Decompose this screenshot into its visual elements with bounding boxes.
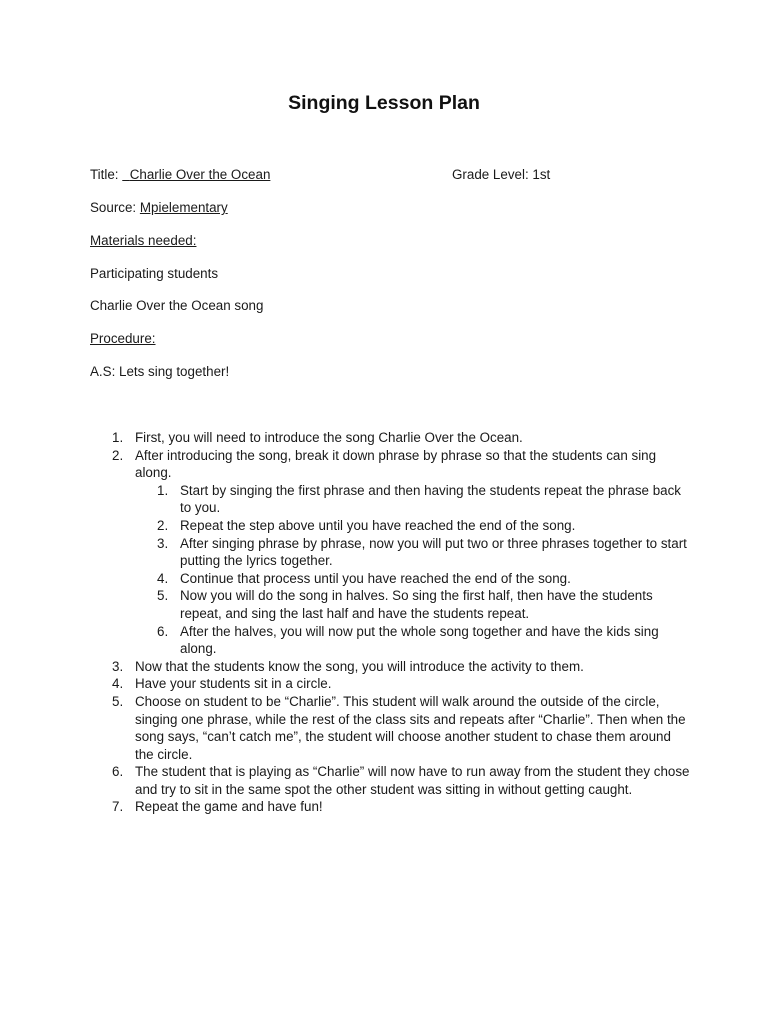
sub-step-text: Now you will do the song in halves. So sing the first half, then have the students repeat, and sing the last half and have the students repeat. xyxy=(180,588,653,621)
procedure-step xyxy=(90,447,690,658)
step-text: Choose on student to be “Charlie”. This student will walk around the outside of the circle, singing one phrase, while the rest of the class sits and repeats after “Charlie”. Then when the song says, “can’t catch me”, the student will choose another student to chase them around the circle. xyxy=(135,693,686,762)
anticipatory-set: A.S: Lets sing together! xyxy=(90,364,230,379)
page-title: Singing Lesson Plan xyxy=(288,92,480,114)
procedure-step xyxy=(90,798,690,816)
sub-step-number: 4. xyxy=(157,570,169,586)
sub-step-number: 1. xyxy=(157,482,169,498)
grade-label: Grade Level: xyxy=(452,167,529,182)
sub-step-number: 3. xyxy=(157,535,169,551)
sub-step-number: 6. xyxy=(157,623,169,639)
grade-level-line xyxy=(452,166,550,184)
step-text: First, you will need to introduce the song Charlie Over the Ocean. xyxy=(135,430,523,445)
sub-step xyxy=(135,482,690,517)
grade-value: 1st xyxy=(532,167,551,182)
procedure-step xyxy=(90,658,690,676)
sub-step-text: After singing phrase by phrase, now you will put two or three phrases together to start putting the lyrics together. xyxy=(180,535,687,569)
procedure-heading: Procedure: xyxy=(90,331,156,346)
sub-step-text: After the halves, you will now put the whole song together and have the kids sing along. xyxy=(180,623,659,657)
procedure-step xyxy=(90,763,690,798)
sub-step xyxy=(135,623,690,658)
procedure-step xyxy=(90,675,690,693)
step-text: The student that is playing as “Charlie” will now have to run away from the student they chose and try to sit in the same spot the other student was sitting in without getting caught. xyxy=(135,764,690,797)
step-number: 4. xyxy=(112,676,124,692)
sub-step-number: 5. xyxy=(157,588,169,604)
step-number: 3. xyxy=(112,658,124,674)
material-item: Charlie Over the Ocean song xyxy=(90,298,264,313)
step-text: Repeat the game and have fun! xyxy=(135,799,323,815)
step-text: Have your students sit in a circle. xyxy=(135,676,332,692)
sub-step-number: 2. xyxy=(157,517,169,533)
procedure-step xyxy=(90,429,690,447)
sub-step xyxy=(135,517,690,535)
sub-step xyxy=(135,587,690,622)
sub-step-text: Start by singing the first phrase and then having the students repeat the phrase back to you. xyxy=(180,482,681,516)
sub-step xyxy=(135,535,690,570)
procedure-steps-list xyxy=(90,429,690,816)
sub-step xyxy=(135,570,690,588)
title-line xyxy=(90,166,270,184)
step-number: 1. xyxy=(112,430,124,445)
step-number: 2. xyxy=(112,447,124,463)
lesson-title-value: Charlie Over the Ocean xyxy=(129,167,271,182)
sub-steps-list xyxy=(135,482,690,658)
step-text: Now that the students know the song, you will introduce the activity to them. xyxy=(135,658,584,674)
procedure-step xyxy=(90,693,690,763)
sub-step-text: Repeat the step above until you have reached the end of the song. xyxy=(180,517,576,533)
step-number: 6. xyxy=(112,764,124,780)
source-value: Mpielementary xyxy=(139,200,228,215)
source-line xyxy=(90,199,228,217)
step-text: After introducing the song, break it down phrase by phrase so that the students can sing along. xyxy=(135,447,657,481)
step-number: 5. xyxy=(112,693,124,709)
title-label: Title: xyxy=(90,167,119,182)
source-label: Source: xyxy=(90,200,137,215)
materials-heading: Materials needed: xyxy=(90,233,197,248)
step-number: 7. xyxy=(112,799,124,815)
sub-step-text: Continue that process until you have reached the end of the song. xyxy=(180,570,571,586)
material-item: Participating students xyxy=(90,266,219,281)
